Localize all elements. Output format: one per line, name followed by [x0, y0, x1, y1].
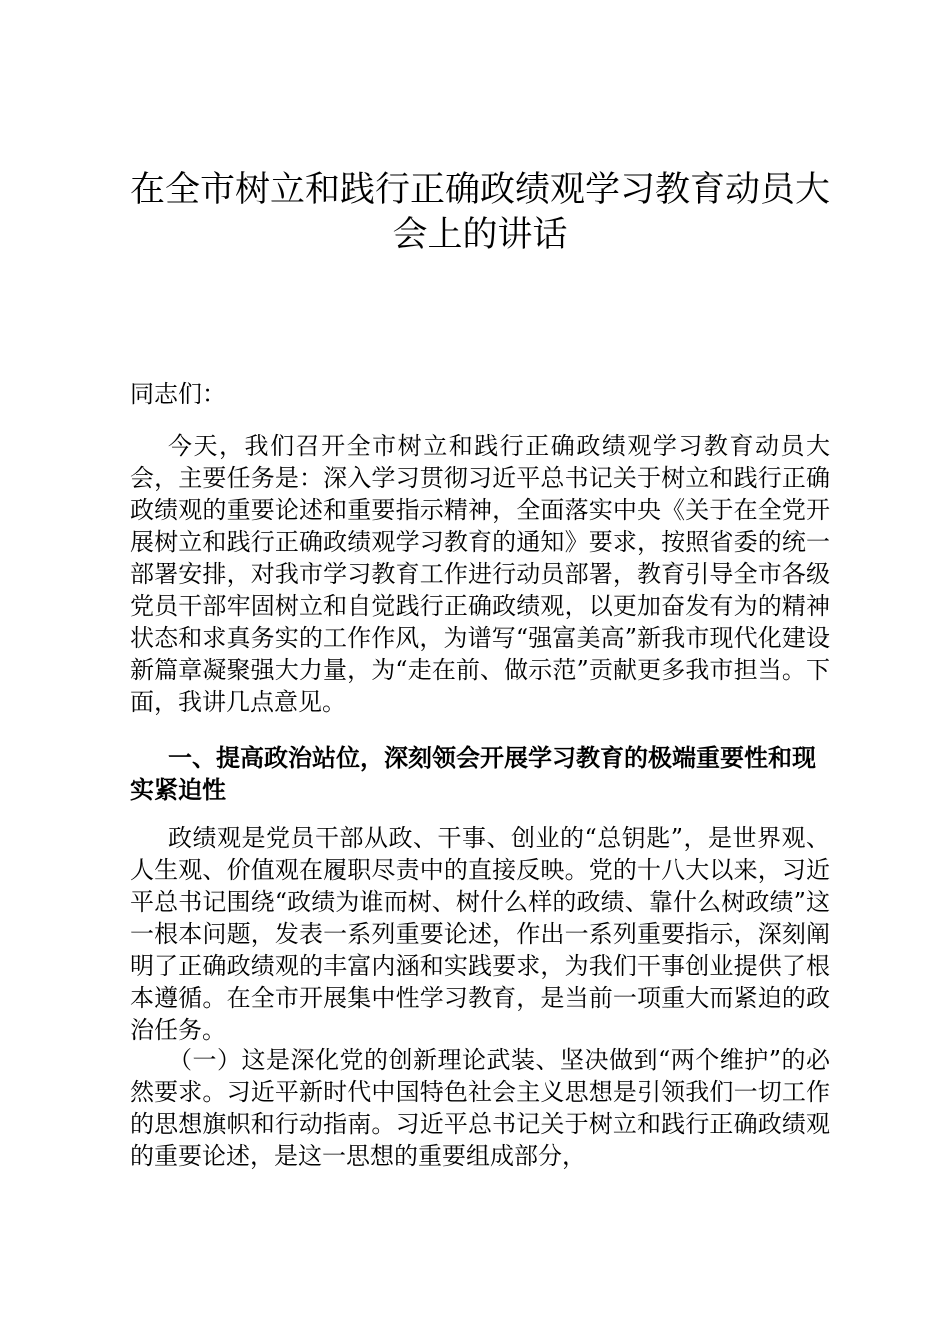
paragraph-section-1: 政绩观是党员干部从政、干事、创业的“总钥匙”，是世界观、人生观、价值观在履职尽责中的直接反映。党的十八大以来，习近平总书记围绕“政绩为谁而树、树什么样的政绩、靠什么树政绩”这一根本问题，发表一系列重要论述，作出一系列重要指示，深刻阐明了正确政绩观的丰富内涵和实践要求，为我们干事创业提供了根本遵循。在全市开展集中性学习教育，是当前一项重大而紧迫的政治任务。 — [130, 824, 830, 1044]
paragraph-subsection-1: （一）这是深化党的创新理论武装、坚决做到“两个维护”的必然要求。习近平新时代中国特色社会主义思想是引领我们一切工作的思想旗帜和行动指南。习近平总书记关于树立和践行正确政绩观的重要论述，是这一思想的重要组成部分， — [130, 1046, 830, 1170]
document-title: 在全市树立和践行正确政绩观学习教育动员大会上的讲话 — [130, 170, 831, 255]
salutation: 同志们： — [130, 380, 226, 408]
section-heading-1: 一、提高政治站位，深刻领会开展学习教育的极端重要性和现实紧迫性 — [130, 743, 816, 804]
paragraph-intro: 今天，我们召开全市树立和践行正确政绩观学习教育动员大会，主要任务是：深入学习贯彻习近平总书记关于树立和践行正确政绩观的重要论述和重要指示精神，全面落实中央《关于在全党开展树立和践行正确政绩观学习教育的通知》要求，按照省委的统一部署安排，对我市学习教育工作进行动员部署，教育引导全市各级党员干部牢固树立和自觉践行正确政绩观，以更加奋发有为的精神状态和求真务实的工作作风，为谱写“强富美高”新我市现代化建设新篇章凝聚强大力量，为“走在前、做示范”贡献更多我市担当。下面，我讲几点意见。 — [130, 432, 830, 716]
